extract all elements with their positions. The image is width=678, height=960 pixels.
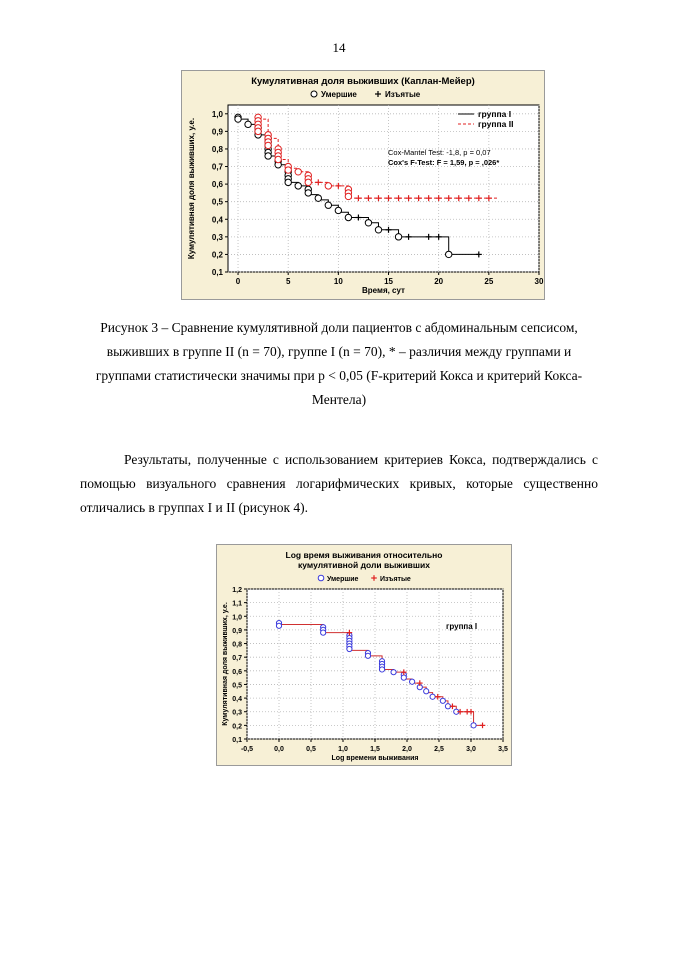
legend-label: Изъятые	[380, 576, 411, 583]
event-marker	[347, 646, 352, 651]
event-marker	[440, 698, 445, 703]
caption-line: Рисунок 3 – Сравнение кумулятивной доли пациентов с абдоминальным сепсисом,	[100, 320, 578, 335]
event-marker	[379, 667, 384, 672]
figure-3-caption	[80, 316, 598, 412]
event-marker	[335, 207, 341, 213]
event-marker	[305, 179, 311, 185]
y-tick-label: 0,4	[211, 215, 223, 225]
event-marker	[424, 689, 429, 694]
x-tick-label: 3,0	[466, 746, 476, 753]
x-tick-label: -0,5	[240, 746, 254, 753]
log-survival-chart	[217, 545, 511, 765]
event-marker	[285, 179, 291, 185]
event-marker	[295, 183, 301, 189]
body-paragraph	[80, 448, 598, 520]
x-tick-label: 2,5	[434, 746, 444, 753]
annotation-group-label: группа I	[446, 622, 478, 631]
y-tick-label: 0,6	[232, 668, 242, 676]
x-tick-label: 0,5	[306, 746, 316, 753]
event-marker	[295, 169, 301, 175]
event-marker	[235, 116, 241, 122]
event-marker	[325, 202, 331, 208]
event-marker	[265, 153, 271, 159]
x-tick-label: 30	[534, 277, 544, 286]
y-tick-label: 1,1	[232, 600, 242, 608]
censored-marker	[371, 575, 377, 581]
x-tick-label: 1,0	[338, 746, 348, 753]
x-tick-label: 10	[333, 277, 343, 286]
legend-label-group-2: группа II	[478, 119, 514, 129]
x-tick-label: 20	[434, 277, 444, 286]
event-marker	[391, 670, 396, 675]
paragraph-line: Результаты, полученные с использованием критериев Кокса, подтверждались с	[124, 452, 598, 467]
legend-label: Изъятые	[385, 90, 421, 99]
figure-4-chart	[216, 544, 512, 766]
event-marker	[305, 190, 311, 196]
y-tick-label: 0,5	[232, 682, 242, 690]
event-marker	[401, 675, 406, 680]
event-marker	[375, 227, 381, 233]
y-tick-label: 0,3	[232, 709, 242, 717]
x-tick-label: 1,5	[370, 746, 380, 753]
legend-label: Умершие	[321, 90, 357, 99]
y-tick-label: 0,3	[211, 232, 223, 242]
legend-label: Умершие	[327, 576, 359, 583]
y-tick-label: 0,1	[232, 737, 242, 744]
event-marker	[245, 121, 251, 127]
y-axis-label: Кумулятивная доля выживших, у.е.	[187, 117, 196, 260]
x-tick-label: 0	[235, 277, 241, 286]
kaplan-meier-chart	[182, 71, 544, 299]
y-tick-label: 0,2	[232, 723, 242, 731]
paragraph-line: отличались в группах I и II (рисунок 4).	[80, 500, 309, 515]
event-marker	[345, 214, 351, 220]
y-tick-label: 0,2	[211, 250, 223, 260]
legend-circle-icon	[311, 91, 317, 97]
censored-marker	[375, 91, 381, 97]
event-marker	[321, 630, 326, 635]
chart-title-line: Log время выживания относительно	[285, 550, 443, 560]
event-marker	[315, 195, 321, 201]
annotation-cox-f: Cox's F-Test: F = 1,59, p = ,026*	[388, 158, 500, 167]
caption-line: Ментела)	[311, 392, 367, 407]
event-marker	[395, 234, 401, 240]
paragraph-line: помощью визуального сравнения логарифмических кривых, которые существенно	[80, 476, 598, 491]
x-tick-label: 25	[484, 277, 494, 286]
page-number: 14	[332, 40, 346, 55]
y-axis-label: Кумулятивная доля выживших, у.е.	[222, 602, 229, 726]
event-marker	[265, 142, 271, 148]
event-marker	[325, 183, 331, 189]
y-tick-label: 0,1	[211, 268, 223, 277]
plot-area	[228, 105, 539, 272]
y-tick-label: 1,0	[232, 614, 242, 622]
event-marker	[446, 251, 452, 257]
y-tick-label: 0,9	[211, 127, 223, 137]
event-marker	[365, 220, 371, 226]
event-marker	[255, 128, 261, 134]
event-marker	[410, 679, 415, 684]
legend-circle-icon	[318, 575, 324, 581]
x-tick-label: 2,0	[402, 746, 412, 753]
y-tick-label: 0,7	[211, 162, 223, 172]
y-tick-label: 0,4	[232, 696, 242, 704]
event-marker	[345, 193, 351, 199]
event-marker	[471, 723, 476, 728]
legend-label-group-1: группа I	[478, 109, 512, 119]
y-tick-label: 0,8	[211, 144, 223, 154]
y-tick-label: 0,7	[232, 655, 242, 663]
event-marker	[365, 653, 370, 658]
y-tick-label: 0,5	[211, 197, 223, 207]
chart-title-line: кумулятивной доли выживших	[298, 560, 430, 570]
event-marker	[285, 167, 291, 173]
y-tick-label: 1,0	[211, 109, 223, 119]
x-tick-label: 0,0	[274, 746, 284, 753]
figure-3-chart	[181, 70, 545, 300]
event-marker	[276, 623, 281, 628]
caption-line: выживших в группе II (n = 70), группе I (n = 70), * – различия между группами и	[106, 344, 572, 359]
x-axis-label: Log времени выживания	[331, 755, 419, 762]
y-tick-label: 0,9	[232, 627, 242, 635]
annotation-cox-mantel: Cox-Mantel Test: -1,8, p = 0,07	[388, 148, 491, 157]
event-marker	[430, 694, 435, 699]
x-tick-label: 5	[285, 277, 291, 286]
event-marker	[275, 156, 281, 162]
y-tick-label: 0,6	[211, 180, 223, 190]
x-axis-label: Время, сут	[362, 286, 405, 295]
y-tick-label: 0,8	[232, 641, 242, 649]
caption-line: группами статистически значимы при p < 0,05 (F-критерий Кокса и критерий Кокса-	[95, 368, 583, 383]
x-tick-label: 3,5	[498, 746, 508, 753]
y-tick-label: 1,2	[232, 587, 242, 594]
chart-title: Кумулятивная доля выживших (Каплан-Мейер)	[251, 76, 475, 87]
x-tick-label: 15	[384, 277, 393, 286]
